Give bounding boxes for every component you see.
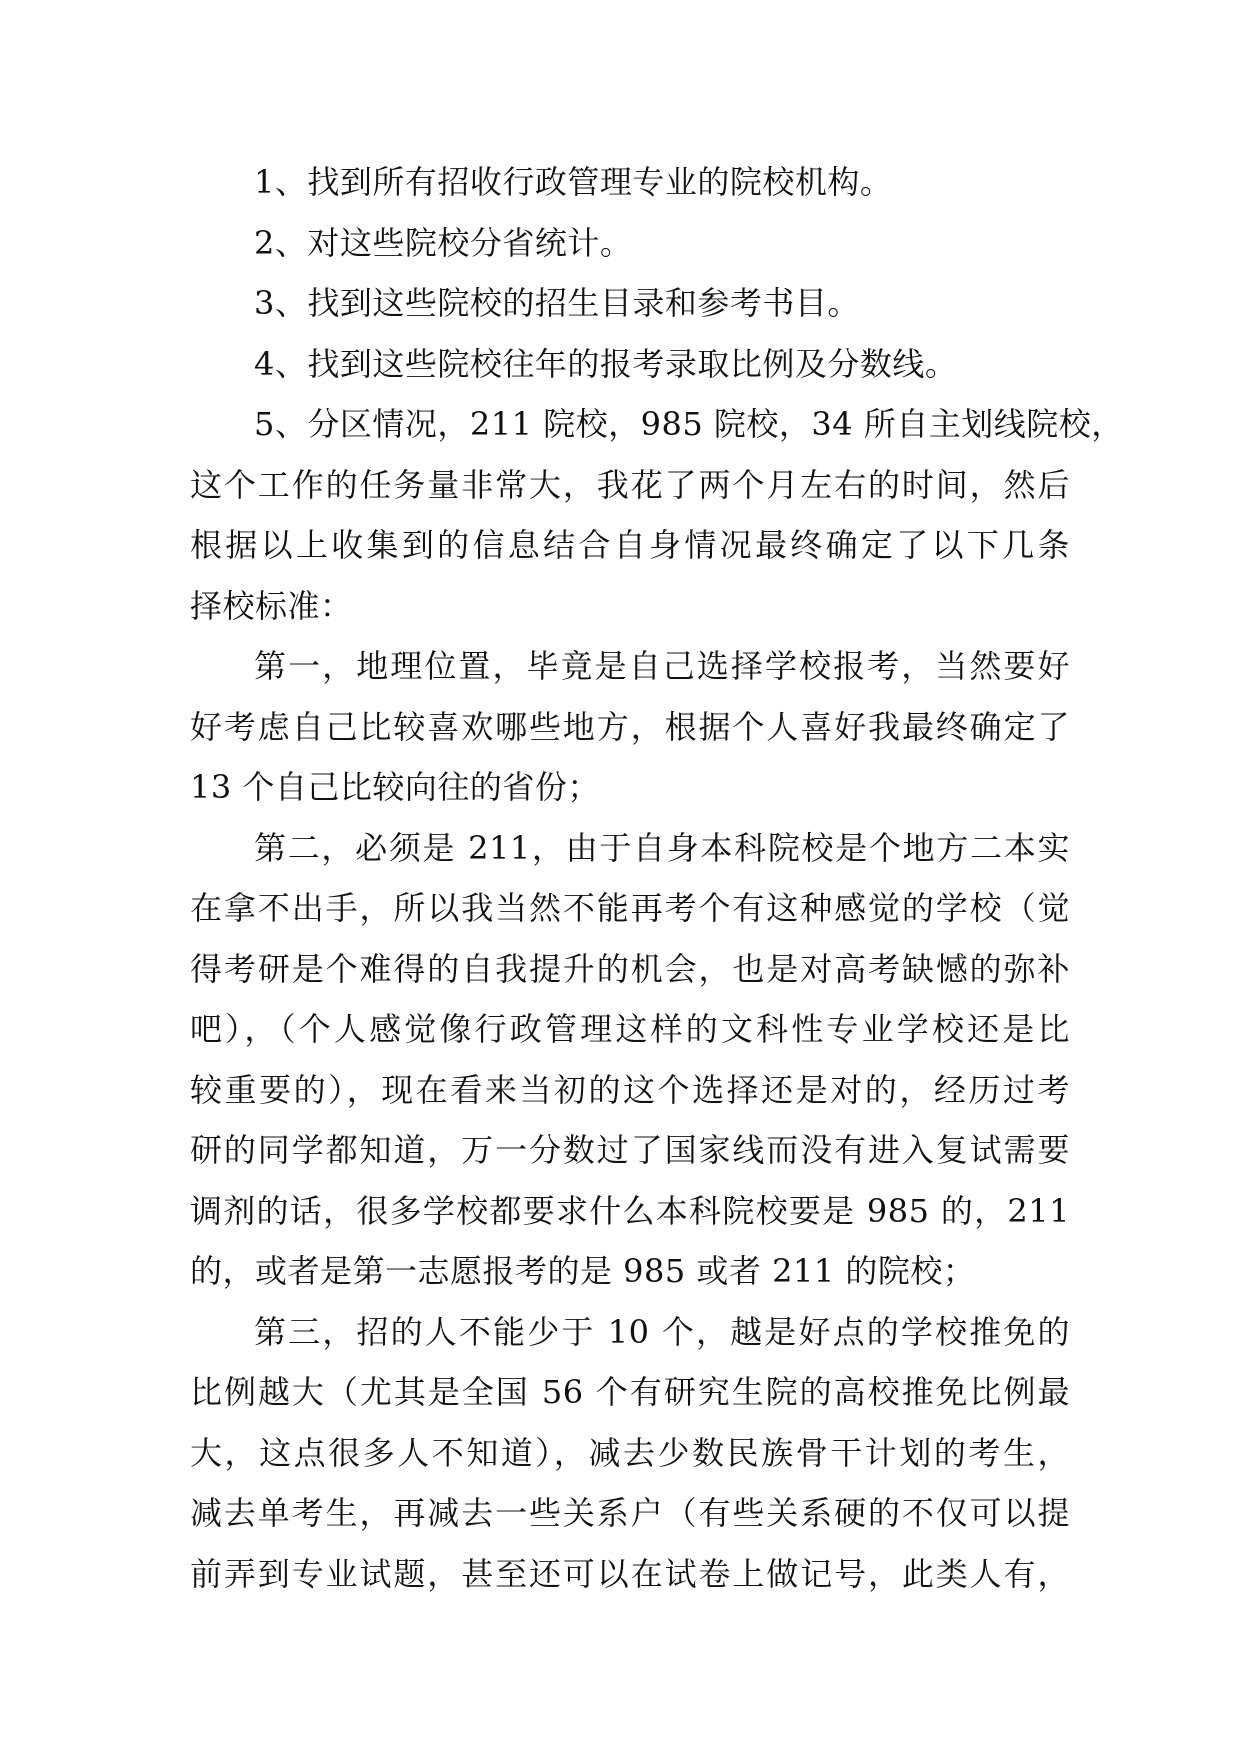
text-line: 吧），（个人感觉像行政管理这样的文科性专业学校还是比 — [190, 1010, 1070, 1048]
text-line: 2、对这些院校分省统计。 — [254, 223, 633, 262]
text-line: 研的同学都知道，万一分数过了国家线而没有进入复试需要 — [190, 1131, 1070, 1169]
text-line: 5、分区情况，211 院校，985 院校，34 所自主划线院校， — [254, 405, 1124, 443]
text-line: 13 个自己比较向往的省份； — [190, 768, 600, 806]
text-line: 前弄到专业试题，甚至还可以在试卷上做记号，此类人有， — [190, 1554, 1070, 1593]
text-line: 的，或者是第一志愿报考的是 985 或者 211 的院校； — [190, 1252, 976, 1290]
text-line: 较重要的），现在看来当初的这个选择还是对的，经历过考 — [190, 1070, 1070, 1109]
text-line: 4、找到这些院校往年的报考录取比例及分数线。 — [254, 344, 958, 383]
text-line: 在拿不出手，所以我当然不能再考个有这种感觉的学校（觉 — [190, 889, 1070, 927]
text-line: 根据以上收集到的信息结合自身情况最终确定了以下几条 — [190, 526, 1070, 564]
text-line: 得考研是个难得的自我提升的机会，也是对高考缺憾的弥补 — [190, 949, 1070, 988]
text-line: 第一，地理位置，毕竟是自己选择学校报考，当然要好 — [254, 647, 1070, 685]
text-line: 减去单考生，再减去一些关系户（有些关系硬的不仅可以提 — [190, 1494, 1070, 1532]
text-line: 调剂的话，很多学校都要求什么本科院校要是 985 的，211 — [190, 1191, 1070, 1230]
text-line: 这个工作的任务量非常大，我花了两个月左右的时间，然后 — [190, 465, 1070, 504]
text-line: 第三，招的人不能少于 10 个，越是好点的学校推免的 — [254, 1312, 1070, 1351]
text-line: 大，这点很多人不知道），减去少数民族骨干计划的考生， — [190, 1433, 1070, 1472]
text-line: 1、找到所有招收行政管理专业的院校机构。 — [254, 163, 893, 201]
text-line: 比例越大（尤其是全国 56 个有研究生院的高校推免比例最 — [190, 1373, 1070, 1411]
document-body — [190, 152, 1124, 1604]
text-line: 择校标准： — [190, 586, 353, 625]
text-line: 3、找到这些院校的招生目录和参考书目。 — [254, 284, 860, 322]
text-line: 好考虑自己比较喜欢哪些地方，根据个人喜好我最终确定了 — [190, 707, 1070, 746]
text-line: 第二，必须是 211，由于自身本科院校是个地方二本实 — [254, 828, 1070, 867]
